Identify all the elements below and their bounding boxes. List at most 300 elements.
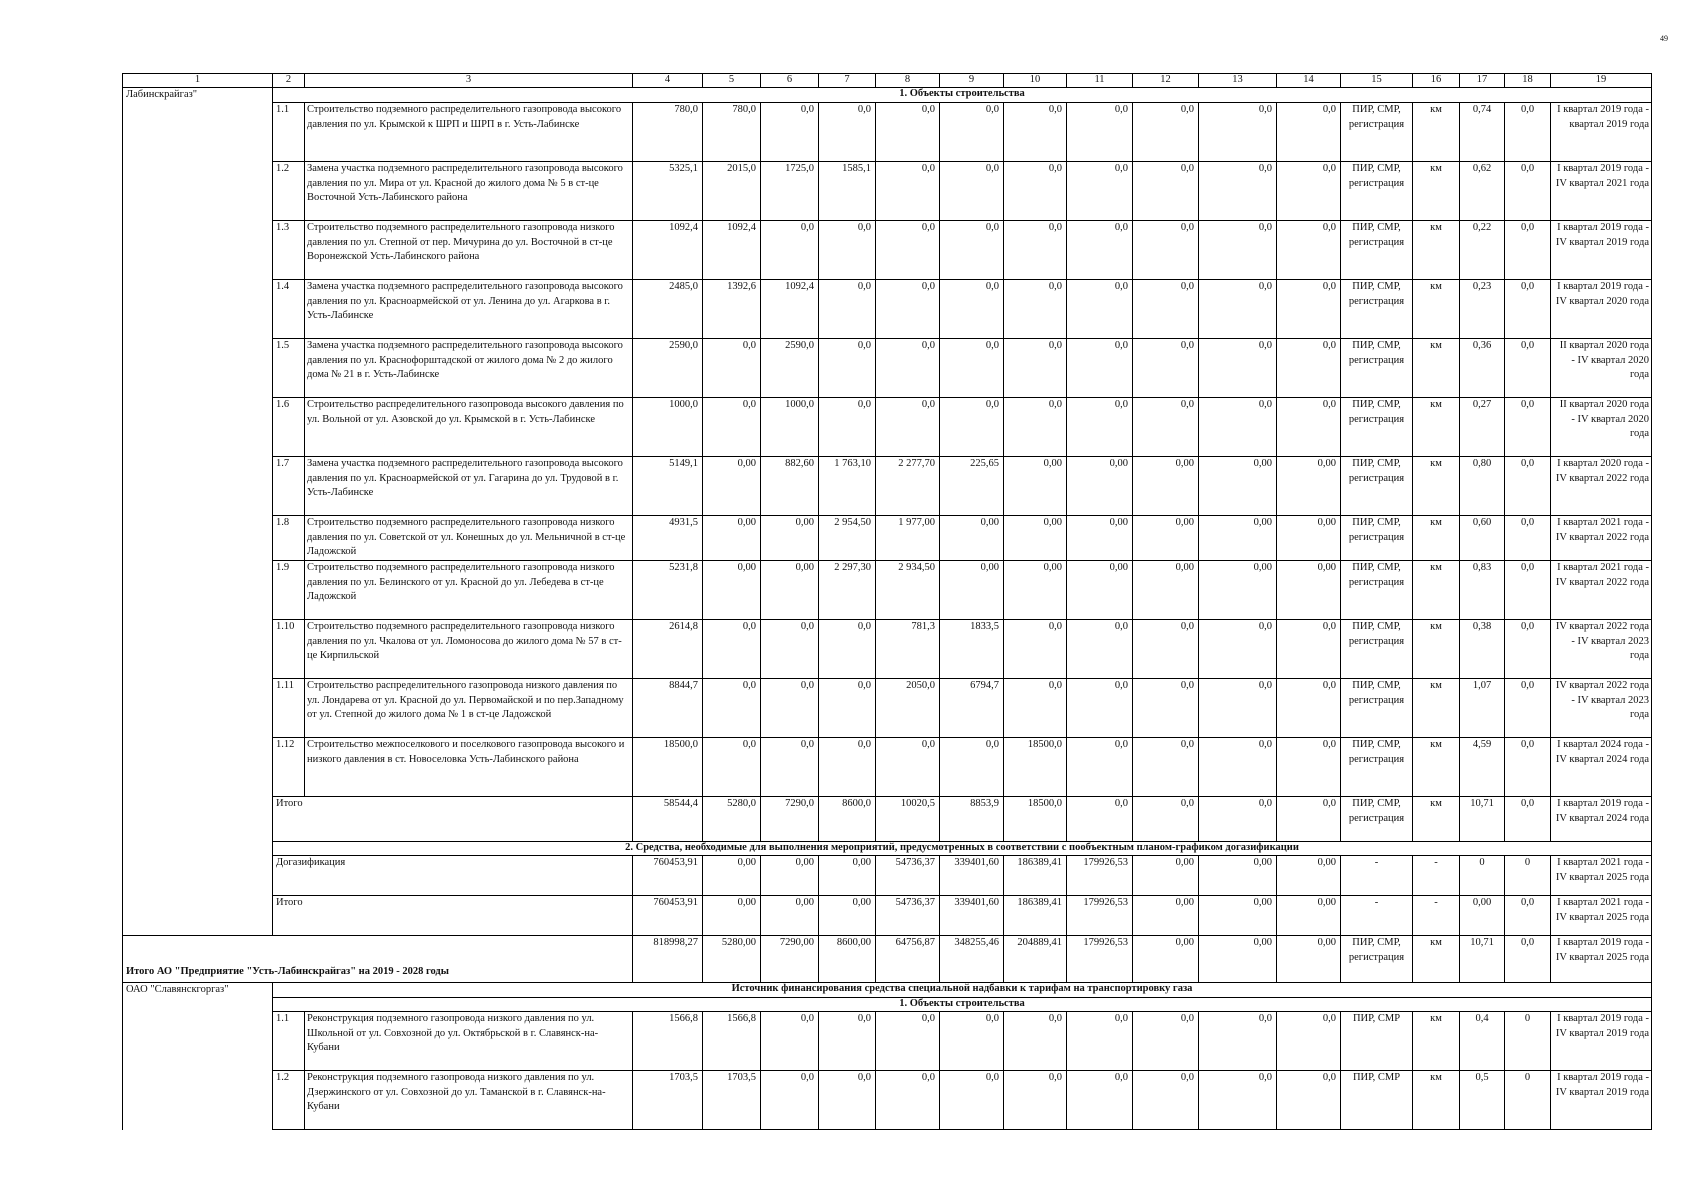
- work-type: ПИР, СМР, регистрация: [1341, 679, 1413, 738]
- value-cell: 0,0: [1199, 221, 1277, 280]
- value-cell: 0,0: [940, 280, 1004, 339]
- length-cell: 10,71: [1460, 797, 1505, 842]
- item-number: 1.2: [273, 1071, 305, 1130]
- value-cell: 0,0: [1199, 280, 1277, 339]
- value-cell: 0,0: [1277, 679, 1341, 738]
- row-label: Догазификация: [273, 856, 633, 896]
- item-row: [123, 162, 1652, 221]
- value-cell: 0,0: [1277, 103, 1341, 162]
- value-cell: 0,0: [819, 1012, 876, 1071]
- value-cell: 2485,0: [633, 280, 703, 339]
- organization-cell: [123, 620, 273, 679]
- length-cell: 0,80: [1460, 457, 1505, 516]
- length-cell: 0,00: [1460, 896, 1505, 936]
- period-cell: I квартал 2019 года - квартал 2019 года: [1551, 103, 1652, 162]
- period-cell: IV квартал 2022 года - IV квартал 2023 года: [1551, 679, 1652, 738]
- value-cell: 0,00: [1067, 457, 1133, 516]
- length-cell: 0,62: [1460, 162, 1505, 221]
- period-cell: I квартал 2019 года - IV квартал 2021 года: [1551, 162, 1652, 221]
- item-number: 1.9: [273, 561, 305, 620]
- organization-cell: [123, 339, 273, 398]
- item-row: [123, 103, 1652, 162]
- value-cell: 0,0: [876, 1071, 940, 1130]
- work-type: -: [1341, 896, 1413, 936]
- item-description: Реконструкция подземного газопровода низкого давления по ул. Школьной от ул. Совхозной до ул. Октябрьской в г. Славянск-на-Кубани: [305, 1012, 633, 1071]
- organization-cell: [123, 398, 273, 457]
- value-cell: 0,00: [1004, 457, 1067, 516]
- length-cell: 0,74: [1460, 103, 1505, 162]
- funding-title: Источник финансирования средства специальной надбавки к тарифам на транспортировку газа: [273, 983, 1652, 998]
- item-number: 1.3: [273, 221, 305, 280]
- value-cell: 0,0: [761, 679, 819, 738]
- item-number: 1.7: [273, 457, 305, 516]
- value-cell: 0,0: [761, 1071, 819, 1130]
- organization-name: ОАО "Славянскгоргаз": [123, 983, 273, 998]
- value-cell: 0,0: [819, 339, 876, 398]
- unit-cell: км: [1413, 162, 1460, 221]
- value-cell: 0,0: [1133, 103, 1199, 162]
- value-cell: 0,0: [1199, 103, 1277, 162]
- value-cell: 0,00: [1277, 936, 1341, 983]
- value-cell: 1 977,00: [876, 516, 940, 561]
- col18-cell: 0: [1505, 1071, 1551, 1130]
- value-cell: 0,0: [1199, 738, 1277, 797]
- value-cell: 0,00: [761, 896, 819, 936]
- value-cell: 0,0: [1199, 797, 1277, 842]
- value-cell: 0,0: [819, 398, 876, 457]
- organization-cell: [123, 1071, 273, 1130]
- dogaz-row: [123, 856, 1652, 896]
- column-number: 4: [633, 74, 703, 88]
- value-cell: 0,0: [1199, 162, 1277, 221]
- value-cell: 0,00: [1133, 856, 1199, 896]
- work-type: ПИР, СМР, регистрация: [1341, 457, 1413, 516]
- investment-table: [122, 73, 1652, 1130]
- organization-cell: [123, 561, 273, 620]
- value-cell: 1566,8: [703, 1012, 761, 1071]
- organization-cell: [123, 797, 273, 842]
- item-description: Замена участка подземного распределительного газопровода высокого давления по ул. Красноармейской от ул. Гагарина до ул. Трудовой в г. Усть-Лабинске: [305, 457, 633, 516]
- work-type: ПИР, СМР, регистрация: [1341, 738, 1413, 797]
- item-row: [123, 1071, 1652, 1130]
- value-cell: 0,0: [940, 398, 1004, 457]
- value-cell: 0,0: [1277, 398, 1341, 457]
- column-number: 19: [1551, 74, 1652, 88]
- column-number: 6: [761, 74, 819, 88]
- column-number: 11: [1067, 74, 1133, 88]
- item-row: [123, 679, 1652, 738]
- col18-cell: 0,0: [1505, 797, 1551, 842]
- value-cell: 0,00: [1133, 561, 1199, 620]
- value-cell: 0,0: [1067, 620, 1133, 679]
- value-cell: 54736,37: [876, 896, 940, 936]
- value-cell: 0,0: [703, 620, 761, 679]
- value-cell: 58544,4: [633, 797, 703, 842]
- value-cell: 0,0: [1067, 398, 1133, 457]
- column-number: 14: [1277, 74, 1341, 88]
- item-description: Замена участка подземного распределительного газопровода высокого давления по ул. Краснофорштадской от жилого дома № 2 до жилого дома № 21 в г. Усть-Лабинске: [305, 339, 633, 398]
- item-description: Строительство подземного распределительного газопровода низкого давления по ул. Белинского от ул. Красной до ул. Лебедева в ст-це Ладожской: [305, 561, 633, 620]
- value-cell: 1000,0: [633, 398, 703, 457]
- organization-cell: [123, 1012, 273, 1071]
- organization-cell: [123, 516, 273, 561]
- value-cell: 1092,4: [633, 221, 703, 280]
- value-cell: 0,0: [1133, 679, 1199, 738]
- unit-cell: км: [1413, 561, 1460, 620]
- value-cell: 0,00: [703, 516, 761, 561]
- work-type: ПИР, СМР, регистрация: [1341, 936, 1413, 983]
- length-cell: 0,5: [1460, 1071, 1505, 1130]
- value-cell: 8600,0: [819, 797, 876, 842]
- length-cell: 0,60: [1460, 516, 1505, 561]
- value-cell: 5325,1: [633, 162, 703, 221]
- value-cell: 0,0: [876, 221, 940, 280]
- section-row: [123, 998, 1652, 1012]
- value-cell: 1703,5: [703, 1071, 761, 1130]
- item-number: 1.6: [273, 398, 305, 457]
- col18-cell: 0,0: [1505, 339, 1551, 398]
- value-cell: 1566,8: [633, 1012, 703, 1071]
- work-type: -: [1341, 856, 1413, 896]
- value-cell: 0,00: [1004, 516, 1067, 561]
- value-cell: 0,0: [1067, 339, 1133, 398]
- col18-cell: 0,0: [1505, 738, 1551, 797]
- value-cell: 2614,8: [633, 620, 703, 679]
- value-cell: 0,00: [940, 561, 1004, 620]
- value-cell: 0,0: [1277, 620, 1341, 679]
- value-cell: 0,0: [876, 103, 940, 162]
- value-cell: 0,00: [1067, 516, 1133, 561]
- value-cell: 0,0: [761, 738, 819, 797]
- value-cell: 0,0: [761, 1012, 819, 1071]
- length-cell: 0,38: [1460, 620, 1505, 679]
- column-number: 7: [819, 74, 876, 88]
- item-description: Строительство подземного распределительного газопровода низкого давления по ул. Советской от ул. Конешных до ул. Мельничной в ст-це Ладожской: [305, 516, 633, 561]
- value-cell: 0,0: [1004, 1012, 1067, 1071]
- value-cell: 0,0: [1067, 280, 1133, 339]
- col18-cell: 0,0: [1505, 162, 1551, 221]
- value-cell: 0,0: [1199, 1012, 1277, 1071]
- value-cell: 0,0: [1133, 797, 1199, 842]
- value-cell: 339401,60: [940, 896, 1004, 936]
- column-number: 12: [1133, 74, 1199, 88]
- work-type: ПИР, СМР, регистрация: [1341, 339, 1413, 398]
- organization-cell: [123, 221, 273, 280]
- work-type: ПИР, СМР, регистрация: [1341, 561, 1413, 620]
- value-cell: 179926,53: [1067, 856, 1133, 896]
- col18-cell: 0,0: [1505, 280, 1551, 339]
- column-number: 18: [1505, 74, 1551, 88]
- value-cell: 0,00: [1199, 516, 1277, 561]
- value-cell: 0,00: [1199, 936, 1277, 983]
- column-number: 10: [1004, 74, 1067, 88]
- organization-cell: [123, 896, 273, 936]
- value-cell: 0,0: [1199, 398, 1277, 457]
- page-number: 49: [1660, 34, 1668, 43]
- value-cell: 10020,5: [876, 797, 940, 842]
- period-cell: I квартал 2020 года - IV квартал 2022 года: [1551, 457, 1652, 516]
- value-cell: 0,00: [1004, 561, 1067, 620]
- unit-cell: км: [1413, 936, 1460, 983]
- unit-cell: км: [1413, 221, 1460, 280]
- organization-name: Лабинскрайгаз": [123, 88, 273, 103]
- value-cell: 0,0: [1067, 738, 1133, 797]
- value-cell: 0,0: [1004, 398, 1067, 457]
- value-cell: 8600,00: [819, 936, 876, 983]
- organization-cell: [123, 103, 273, 162]
- value-cell: 882,60: [761, 457, 819, 516]
- value-cell: 0,00: [819, 896, 876, 936]
- item-description: Строительство подземного распределительного газопровода низкого давления по ул. Степной от пер. Мичурина до ул. Восточной в ст-це Воронежской Усть-Лабинского района: [305, 221, 633, 280]
- value-cell: 0,00: [1133, 457, 1199, 516]
- section-title: 1. Объекты строительства: [273, 998, 1652, 1012]
- column-number: 2: [273, 74, 305, 88]
- value-cell: 0,0: [819, 221, 876, 280]
- value-cell: 0,0: [1067, 797, 1133, 842]
- unit-cell: -: [1413, 856, 1460, 896]
- unit-cell: км: [1413, 1012, 1460, 1071]
- value-cell: 0,0: [1067, 162, 1133, 221]
- value-cell: 7290,0: [761, 797, 819, 842]
- value-cell: 0,0: [1133, 280, 1199, 339]
- value-cell: 780,0: [633, 103, 703, 162]
- item-number: 1.5: [273, 339, 305, 398]
- value-cell: 0,0: [876, 280, 940, 339]
- period-cell: I квартал 2019 года - IV квартал 2025 года: [1551, 936, 1652, 983]
- value-cell: 2015,0: [703, 162, 761, 221]
- work-type: ПИР, СМР, регистрация: [1341, 280, 1413, 339]
- unit-cell: км: [1413, 103, 1460, 162]
- value-cell: 54736,37: [876, 856, 940, 896]
- work-type: ПИР, СМР, регистрация: [1341, 221, 1413, 280]
- value-cell: 0,0: [940, 221, 1004, 280]
- unit-cell: км: [1413, 620, 1460, 679]
- organization-cell: [123, 998, 273, 1012]
- length-cell: 0,36: [1460, 339, 1505, 398]
- value-cell: 18500,0: [1004, 797, 1067, 842]
- value-cell: 0,0: [1004, 103, 1067, 162]
- value-cell: 0,0: [1133, 1012, 1199, 1071]
- value-cell: 0,0: [703, 738, 761, 797]
- value-cell: 0,00: [1199, 896, 1277, 936]
- value-cell: 0,0: [819, 103, 876, 162]
- value-cell: 0,0: [1199, 679, 1277, 738]
- value-cell: 186389,41: [1004, 896, 1067, 936]
- value-cell: 5149,1: [633, 457, 703, 516]
- value-cell: 0,0: [819, 679, 876, 738]
- value-cell: 780,0: [703, 103, 761, 162]
- item-description: Строительство межпоселкового и поселкового газопровода высокого и низкого давления в ст. Новоселовка Усть-Лабинского района: [305, 738, 633, 797]
- value-cell: 2590,0: [633, 339, 703, 398]
- value-cell: 7290,00: [761, 936, 819, 983]
- item-row: [123, 457, 1652, 516]
- value-cell: 0,0: [1277, 1012, 1341, 1071]
- value-cell: 0,0: [1277, 221, 1341, 280]
- value-cell: 0,0: [940, 1012, 1004, 1071]
- value-cell: 0,0: [876, 398, 940, 457]
- value-cell: 0,0: [1004, 620, 1067, 679]
- work-type: ПИР, СМР, регистрация: [1341, 620, 1413, 679]
- length-cell: 0,22: [1460, 221, 1505, 280]
- col18-cell: 0,0: [1505, 936, 1551, 983]
- value-cell: 0,0: [1067, 1071, 1133, 1130]
- value-cell: 0,0: [703, 398, 761, 457]
- value-cell: 0,00: [1277, 856, 1341, 896]
- value-cell: 0,00: [703, 856, 761, 896]
- value-cell: 0,0: [1277, 162, 1341, 221]
- value-cell: 0,0: [703, 339, 761, 398]
- section-title: 1. Объекты строительства: [273, 88, 1652, 103]
- column-number: 3: [305, 74, 633, 88]
- item-row: [123, 339, 1652, 398]
- value-cell: 0,0: [1004, 280, 1067, 339]
- value-cell: 0,0: [940, 1071, 1004, 1130]
- period-cell: I квартал 2021 года - IV квартал 2022 года: [1551, 561, 1652, 620]
- value-cell: 0,00: [1199, 561, 1277, 620]
- col18-cell: 0,0: [1505, 398, 1551, 457]
- value-cell: 0,0: [940, 738, 1004, 797]
- item-description: Строительство распределительного газопровода низкого давления по ул. Лондарева от ул. Красной до ул. Первомайской и по пер.Западному от ул. Степной до жилого дома № 1 в ст-це Ладожской: [305, 679, 633, 738]
- length-cell: 4,59: [1460, 738, 1505, 797]
- value-cell: 0,00: [1277, 896, 1341, 936]
- value-cell: 0,00: [1277, 457, 1341, 516]
- value-cell: 225,65: [940, 457, 1004, 516]
- value-cell: 0,00: [761, 856, 819, 896]
- section-row: [123, 88, 1652, 103]
- item-number: 1.10: [273, 620, 305, 679]
- value-cell: 0,0: [1133, 221, 1199, 280]
- organization-cell: [123, 738, 273, 797]
- item-row: [123, 1012, 1652, 1071]
- period-cell: I квартал 2019 года - IV квартал 2019 года: [1551, 1012, 1652, 1071]
- item-description: Строительство подземного распределительного газопровода высокого давления по ул. Крымской к ШРП и ШРП в г. Усть-Лабинске: [305, 103, 633, 162]
- value-cell: 1000,0: [761, 398, 819, 457]
- col18-cell: 0,0: [1505, 221, 1551, 280]
- item-number: 1.1: [273, 103, 305, 162]
- value-cell: 0,00: [940, 516, 1004, 561]
- value-cell: 4931,5: [633, 516, 703, 561]
- col18-cell: 0,0: [1505, 679, 1551, 738]
- period-cell: I квартал 2019 года - IV квартал 2019 года: [1551, 1071, 1652, 1130]
- item-number: 1.4: [273, 280, 305, 339]
- value-cell: 0,00: [703, 457, 761, 516]
- unit-cell: км: [1413, 679, 1460, 738]
- value-cell: 0,0: [761, 620, 819, 679]
- value-cell: 0,0: [940, 103, 1004, 162]
- length-cell: 0,4: [1460, 1012, 1505, 1071]
- value-cell: 0,0: [1199, 1071, 1277, 1130]
- value-cell: 204889,41: [1004, 936, 1067, 983]
- funding-row: [123, 983, 1652, 998]
- value-cell: 0,0: [1277, 280, 1341, 339]
- value-cell: 0,0: [1004, 221, 1067, 280]
- col18-cell: 0,0: [1505, 620, 1551, 679]
- organization-cell: [123, 457, 273, 516]
- value-cell: 0,00: [1133, 896, 1199, 936]
- column-number: 8: [876, 74, 940, 88]
- row-label: Итого: [273, 797, 633, 842]
- item-description: Замена участка подземного распределительного газопровода высокого давления по ул. Красноармейской от ул. Ленина до ул. Агаркова в г. Усть-Лабинске: [305, 280, 633, 339]
- item-row: [123, 516, 1652, 561]
- value-cell: 0,00: [1277, 561, 1341, 620]
- value-cell: 0,0: [819, 1071, 876, 1130]
- unit-cell: -: [1413, 896, 1460, 936]
- length-cell: 1,07: [1460, 679, 1505, 738]
- value-cell: 5280,0: [703, 797, 761, 842]
- period-cell: I квартал 2021 года - IV квартал 2022 года: [1551, 516, 1652, 561]
- subtotal-row: [123, 896, 1652, 936]
- item-number: 1.12: [273, 738, 305, 797]
- work-type: ПИР, СМР, регистрация: [1341, 516, 1413, 561]
- column-number: 9: [940, 74, 1004, 88]
- value-cell: 0,0: [1277, 1071, 1341, 1130]
- subtotal-row: [123, 797, 1652, 842]
- value-cell: 760453,91: [633, 856, 703, 896]
- unit-cell: км: [1413, 516, 1460, 561]
- organization-cell: [123, 842, 273, 856]
- value-cell: 0,0: [1133, 1071, 1199, 1130]
- value-cell: 18500,0: [633, 738, 703, 797]
- value-cell: 0,0: [876, 162, 940, 221]
- item-description: Строительство подземного распределительного газопровода низкого давления по ул. Чкалова от ул. Ломоносова до жилого дома № 57 в ст-це Кирпильской: [305, 620, 633, 679]
- period-cell: I квартал 2024 года - IV квартал 2024 года: [1551, 738, 1652, 797]
- value-cell: 0,0: [761, 103, 819, 162]
- value-cell: 0,0: [1067, 103, 1133, 162]
- length-cell: 0,23: [1460, 280, 1505, 339]
- value-cell: 0,0: [876, 738, 940, 797]
- item-description: Реконструкция подземного газопровода низкого давления по ул. Дзержинского от ул. Совхозной до ул. Таманской в г. Славянск-на-Кубани: [305, 1071, 633, 1130]
- organization-cell: [123, 280, 273, 339]
- value-cell: 0,0: [940, 162, 1004, 221]
- value-cell: 1092,4: [761, 280, 819, 339]
- item-number: 1.2: [273, 162, 305, 221]
- organization-cell: [123, 856, 273, 896]
- value-cell: 818998,27: [633, 936, 703, 983]
- section-row: [123, 842, 1652, 856]
- value-cell: 0,0: [1277, 339, 1341, 398]
- column-number: 17: [1460, 74, 1505, 88]
- period-cell: I квартал 2019 года - IV квартал 2020 года: [1551, 280, 1652, 339]
- value-cell: 0,00: [1277, 516, 1341, 561]
- value-cell: 6794,7: [940, 679, 1004, 738]
- value-cell: 0,0: [1199, 339, 1277, 398]
- value-cell: 64756,87: [876, 936, 940, 983]
- value-cell: 781,3: [876, 620, 940, 679]
- value-cell: 179926,53: [1067, 936, 1133, 983]
- period-cell: I квартал 2021 года - IV квартал 2025 года: [1551, 896, 1652, 936]
- value-cell: 0,0: [1067, 1012, 1133, 1071]
- row-label: Итого: [273, 896, 633, 936]
- value-cell: 0,0: [1004, 339, 1067, 398]
- period-cell: II квартал 2020 года - IV квартал 2020 года: [1551, 339, 1652, 398]
- value-cell: 0,0: [1133, 339, 1199, 398]
- col18-cell: 0,0: [1505, 516, 1551, 561]
- value-cell: 2 277,70: [876, 457, 940, 516]
- value-cell: 0,00: [1199, 457, 1277, 516]
- value-cell: 0,0: [703, 679, 761, 738]
- work-type: ПИР, СМР, регистрация: [1341, 797, 1413, 842]
- value-cell: 179926,53: [1067, 896, 1133, 936]
- col18-cell: 0,0: [1505, 457, 1551, 516]
- period-cell: II квартал 2020 года - IV квартал 2020 года: [1551, 398, 1652, 457]
- value-cell: 0,0: [1133, 620, 1199, 679]
- value-cell: 0,00: [1133, 936, 1199, 983]
- length-cell: 0: [1460, 856, 1505, 896]
- value-cell: 1833,5: [940, 620, 1004, 679]
- value-cell: 0,00: [703, 561, 761, 620]
- period-cell: I квартал 2019 года - IV квартал 2019 года: [1551, 221, 1652, 280]
- value-cell: 0,00: [1067, 561, 1133, 620]
